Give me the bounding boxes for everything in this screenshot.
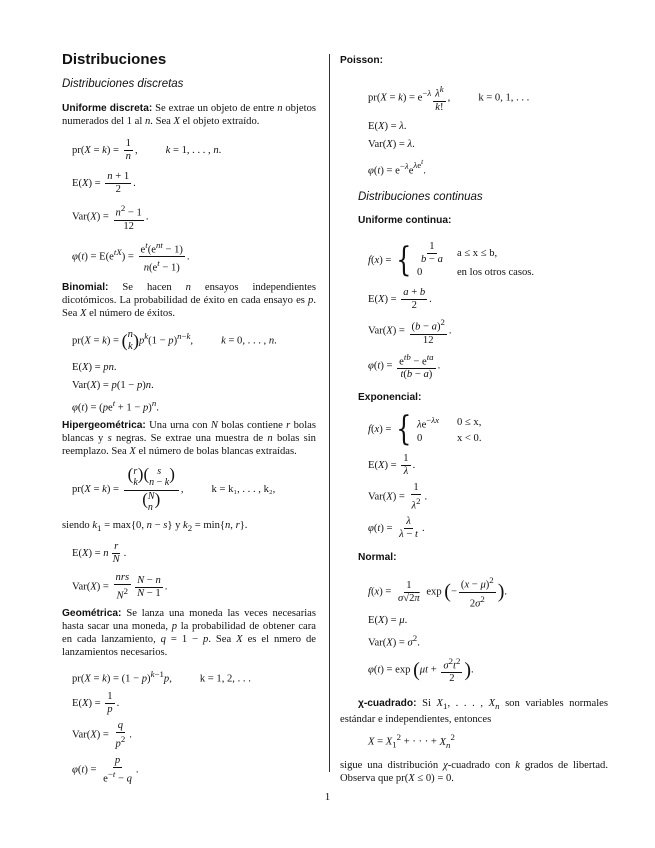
binomial-pr: pr(X = k) = ( n k )$p^k(1 - p)^{n-k}$, k = 0, . . . , n. <box>72 328 277 352</box>
hipergeometrica-heading: Hipergeométrica: <box>62 420 146 432</box>
normal-e: E(X) = μ. <box>368 615 408 627</box>
uniforme-discreta-var: Var(X) = $\frac{n^2 - 1}{12}$ . <box>72 203 149 232</box>
exponencial-f: f(x) = { $\lambda e^{-\lambda x}$ 0 ≤ x, 0 x < 0. <box>368 409 482 450</box>
hipergeometrica-pr: pr(X = k) = ( r k )( s n − k ) ( N n ) , k = k₁, . . . , k₂, <box>72 464 276 514</box>
uniforme-continua-heading: Uniforme continua: <box>358 215 452 226</box>
geometrica-heading: Geométrica: <box>62 607 122 619</box>
poisson-pr: $pr(X = k) = e^{-\lambda}$ $\frac{\lambda^k}{k!}$ , k = 0, 1, . . . <box>368 84 530 113</box>
chi-heading: χ-cuadrado: <box>358 698 417 710</box>
geometrica-phi: φ(t) = $\frac{p}{e^{-t} - q}$ . <box>72 754 139 785</box>
column-divider <box>329 54 330 772</box>
binomial-var: Var(X) = p(1 − p)n. <box>72 379 154 391</box>
chi-text2: sigue una distribución χ-cuadrado con k grados de libertad. Observa que pr(X ≤ 0) = 0. <box>340 760 608 784</box>
uniforme-discreta-paragraph <box>62 102 316 128</box>
binomial-heading: Binomial: <box>62 281 109 293</box>
uniforme-discreta-phi: $\varphi(t) = E(e^{tX})$ = $e^t(e^{nt} - 1)$ $n(e^t - 1)$ . <box>72 239 190 274</box>
chi-paragraph: χ-cuadrado: Si $X_1$, . . . , $X_n$ son variables normales estándar e independientes, entonces <box>340 698 609 726</box>
binomial-e: E(X) = pn. <box>72 361 117 373</box>
poisson-e: E(X) = λ. <box>368 120 407 132</box>
exponencial-phi: φ(t) = $\frac{\lambda}{\lambda - t}$ . <box>368 516 425 541</box>
normal-heading: Normal: <box>358 552 397 564</box>
left-column <box>62 48 316 785</box>
page-title: Distribuciones <box>62 51 167 68</box>
uniforme-continua-f: f(x) = { $\frac{1}{b - a}$ a ≤ x ≤ b, 0 en los otros casos. <box>368 240 535 280</box>
exponencial-e: E(X) = $\frac{1}{\lambda}$ . <box>368 452 416 477</box>
hipergeometrica-paragraph: Hipergeométrica: Una urna con N bolas contiene r bolas blancas y s negras. Se extrae una muestra de n bolas sin reemplazo. Sea X el número de bolas blancas extraídas. <box>62 420 316 458</box>
section-continuas: Distribuciones continuas <box>358 191 483 203</box>
geometrica-var: Var(X) = $\frac{q}{p^2}$ . <box>72 720 132 750</box>
chi-eq: $X = X_1^2$ + · · · + $X_n^2$ <box>368 732 455 750</box>
uniforme-discreta-pr: pr(X = k) = $\frac{1}{n}$ , k = 1, . . . , n. <box>72 138 222 162</box>
section-discretas: Distribuciones discretas <box>62 78 184 90</box>
normal-f: f(x) = $\frac{1}{\sigma√2\pi}$ exp (− $\frac{(x - \mu)^2}{2\sigma^2}$ ). <box>368 575 508 610</box>
geometrica-paragraph: Geométrica: Se lanza una moneda las veces necesarias hasta sacar una moneda, p la probabilidad de obtener cara en cada lanzamiento, q = 1 − p. Sea X es el nmero de lanzamientos necesarios. <box>62 607 316 658</box>
binomial-phi: $\varphi(t) = (pe^t + 1 - p)^n$. <box>72 397 159 414</box>
poisson-heading: Poisson: <box>340 55 384 66</box>
uniforme-discreta-heading: Uniforme discreta: <box>62 103 153 114</box>
uniforme-continua-phi: φ(t) = $e^{tb} - e^{ta}$ t(b − a) . <box>368 351 441 381</box>
uniforme-continua-e: E(X) = $\frac{a + b}{2}$ . <box>368 287 432 311</box>
hipergeometrica-e: E(X) = n $\frac{r}{N}$ . <box>72 541 127 566</box>
uniforme-continua-var: Var(X) = $\frac{(b - a)^2}{12}$ . <box>368 317 452 346</box>
exponencial-heading: Exponencial: <box>358 392 422 404</box>
uniforme-discreta-e: E(X) = $\frac{n + 1}{2}$ . <box>72 171 136 195</box>
uniforme-discreta-text: Se extrae un objeto de entre n objetos numerados del 1 al n. Sea X el objeto extraído. <box>62 103 316 127</box>
exponencial-var: Var(X) = $\frac{1}{\lambda^2}$ . <box>368 481 428 512</box>
poisson-phi: $\varphi(t) = e^{-\lambda}e^{\lambda e^t}$. <box>368 157 426 176</box>
normal-var: $Var(X) = \sigma^2$. <box>368 633 420 649</box>
right-column <box>340 54 608 785</box>
hipergeometrica-cond: siendo $k_1 = \max\{0$, n − s} y $k_2 = \min\{n$, r}. <box>62 520 248 534</box>
normal-phi: φ(t) = exp (μt + $\frac{\sigma^2t^2}{2}$ ). <box>368 655 474 685</box>
poisson-var: Var(X) = λ. <box>368 138 415 150</box>
hipergeometrica-var: Var(X) = nrs $N^2$ $\frac{N - n}{N - 1}$ . <box>72 572 168 602</box>
geometrica-pr: $pr(X = k) = (1 - p)^{k-1}p$, k = 1, 2, . . . <box>72 668 251 685</box>
page-number: 1 <box>324 791 331 803</box>
binomial-paragraph: Binomial: Se hacen n ensayos independientes dicotómicos. La probabilidad de éxito en cada ensayo es p. Sea X el número de éxitos. <box>62 281 316 319</box>
geometrica-e: E(X) = $\frac{1}{p}$ . <box>72 691 120 716</box>
